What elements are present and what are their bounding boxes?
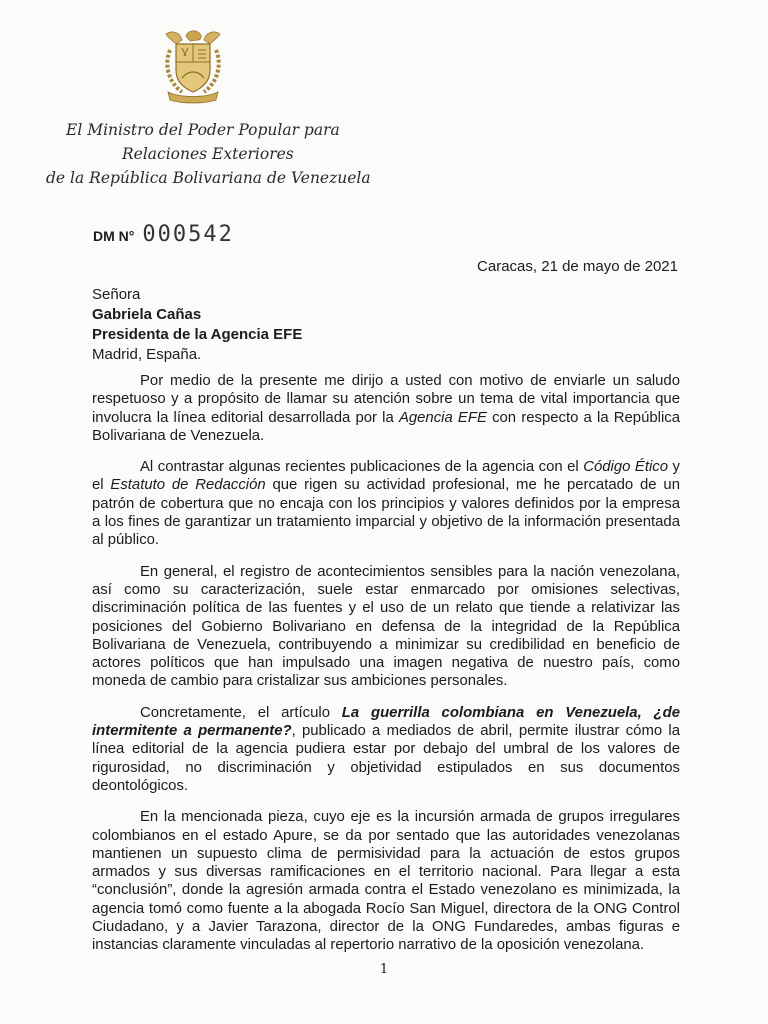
body-paragraph-2 bbox=[92, 458, 680, 549]
document-number-label: DM N° bbox=[93, 228, 135, 244]
recipient-title: Presidenta de la Agencia EFE bbox=[92, 326, 303, 343]
ministry-line-1: El Ministro del Poder Popular para bbox=[66, 121, 340, 139]
body-paragraph-3: En general, el registro de acontecimientos sensibles para la nación venezolana, así como su caracterización, suele estar enmarcado por omisiones selectivas, discriminación política de las fuentes y el uso de un relato que tiende a relativizar las posiciones del Gobierno Bolivariano en defensa de la integridad de la República Bolivariana de Venezuela, contribuyendo a minimizar su credibilidad en beneficio de actores políticos que han impulsado una imagen negativa de nuestro país, como moneda de cambio para cristalizar sus ambiciones personales. bbox=[92, 563, 680, 690]
p2-emphasis-statute: Estatuto de Redacción bbox=[110, 477, 266, 494]
recipient-salutation: Señora bbox=[92, 286, 141, 303]
recipient-name: Gabriela Cañas bbox=[92, 306, 202, 323]
letter-body bbox=[92, 372, 680, 968]
p2-text-a: Al contrastar algunas recientes publicaciones de la agencia con el bbox=[140, 459, 584, 476]
p1-emphasis-agency: Agencia EFE bbox=[398, 409, 487, 426]
body-paragraph-4 bbox=[92, 704, 680, 795]
body-paragraph-5: En la mencionada pieza, cuyo eje es la incursión armada de grupos irregulares colombianos en el estado Apure, se da por sentado que las autoridades venezolanas mantienen un supuesto clima de permisividad para la actuación de estos grupos armados y sus diversas ramificaciones en el territorio nacional. Para llegar a esta “conclusión”, donde la agresión armada contra el Estado venezolano es minimizada, la agencia tomó como fuente a la abogada Rocío San Miguel, directora de la ONG Control Ciudadano, y a Javier Tarazona, director de la ONG Fundaredes, ambas figuras e instancias claramente vinculadas al repertorio narrativo de la oposición venezolana. bbox=[92, 809, 680, 954]
p2-text-c: que rigen su actividad profesional, me he percatado de un patrón de cobertura que no encaja con los principios y valores definidos por la empresa a los fines de garantizar un tratamiento imparcial y objetivo de la información presentada al público. bbox=[92, 477, 680, 549]
letter-date: Caracas, 21 de mayo de 2021 bbox=[477, 258, 678, 275]
p4-text-b: , publicado a mediados de abril, permite ilustrar cómo la línea editorial de la agencia pudiera estar por debajo del umbral de los valores de rigurosidad, no discriminación y objetividad estipulados en sus documentos deontológicos. bbox=[92, 723, 681, 794]
recipient-block bbox=[92, 285, 302, 365]
coat-of-arms-seal bbox=[160, 26, 226, 106]
document-number bbox=[93, 222, 234, 247]
ministry-letterhead bbox=[40, 118, 371, 190]
page-number: 1 bbox=[379, 962, 389, 977]
p1-text-a: Por medio de la presente me dirijo a usted con motivo de enviarle un saludo respetuoso y a propósito de llamar su atención sobre un tema de vital importancia que involucra la línea editorial desarrollada por la bbox=[92, 373, 680, 426]
p4-text-a: Concretamente, el artículo bbox=[140, 704, 342, 721]
recipient-location: Madrid, España. bbox=[92, 346, 202, 363]
p1-text-b: con respecto a la República Bolivariana de Venezuela. bbox=[92, 409, 680, 444]
ministry-line-3: de la República Bolivariana de Venezuela bbox=[46, 169, 371, 187]
ministry-line-2: Relaciones Exteriores bbox=[122, 145, 294, 163]
document-number-value: 000542 bbox=[142, 222, 234, 247]
p2-emphasis-code: Código Ético bbox=[583, 459, 669, 476]
body-paragraph-1 bbox=[92, 372, 680, 445]
p4-article-title: La guerrilla colombiana en Venezuela, ¿de intermitente a permanente? bbox=[92, 704, 680, 740]
p2-text-b: y el bbox=[92, 459, 680, 494]
